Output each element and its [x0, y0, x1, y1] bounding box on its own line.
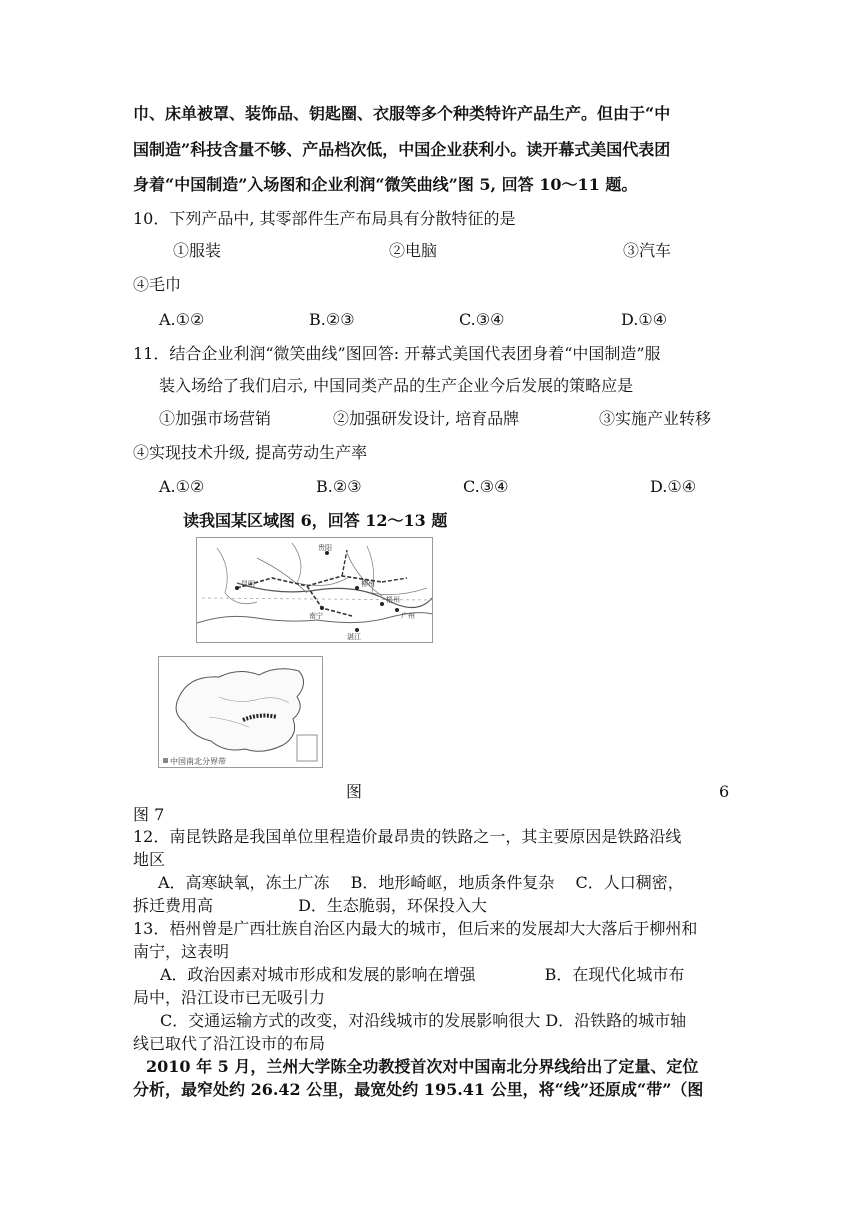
q11-option-1: ①加强市场营销	[159, 409, 272, 428]
q13-stem-line-1: 13．梧州曾是广西壮族自治区内最大的城市，但后来的发展却大大落后于柳州和	[133, 919, 698, 938]
city-guiyang: 贵阳	[318, 544, 332, 552]
q11-choice-a: A.①②	[159, 477, 205, 496]
q10-choice-a: A.①②	[159, 310, 205, 329]
regional-map	[196, 537, 433, 643]
intro-line-1: 巾、床单被罩、装饰品、钥匙圈、衣服等多个种类特许产品生产。但由于“中	[133, 104, 671, 123]
q11-option-2: ②加强研发设计, 培育品牌	[333, 409, 520, 428]
q10-choice-c: C.③④	[459, 310, 505, 329]
q13-options-line-1: A．政治因素对城市形成和发展的影响在增强 B．在现代化城市布	[160, 965, 685, 984]
city-nanning: 南宁	[309, 612, 323, 620]
q11-option-3: ③实施产业转移	[599, 409, 712, 428]
q11-stem-line-1: 11．结合企业利润“微笑曲线”图回答: 开幕式美国代表团身着“中国制造”服	[133, 344, 661, 363]
city-wuzhou: 梧州	[386, 596, 400, 604]
q12-options-line-2: 拆迁费用高 D．生态脆弱，环保投入大	[133, 896, 487, 915]
q11-option-4: ④实现技术升级, 提高劳动生产率	[133, 443, 368, 462]
q11-choice-b: B.②③	[316, 477, 362, 496]
q10-option-2: ②电脑	[389, 241, 438, 260]
map-intro: 读我国某区域图 6，回答 12～13 题	[183, 511, 448, 530]
city-zhanjiang: 湛江	[347, 633, 361, 641]
q12-options-line-1: A．高寒缺氧，冻土广冻 B．地形崎岖，地质条件复杂 C．人口稠密，	[158, 873, 684, 892]
intro-line-2: 国制造”科技含量不够、产品档次低，中国企业获利小。读开幕式美国代表团	[133, 140, 671, 159]
q13-stem-line-2: 南宁，这表明	[133, 942, 230, 961]
city-liuzhou: 柳州	[361, 580, 375, 588]
q10-choice-b: B.②③	[309, 310, 355, 329]
inset-caption: 中国南北分界带	[170, 757, 226, 766]
city-guangzhou: 广州	[401, 612, 415, 620]
final-paragraph-line-2: 分析，最窄处约 26.42 公里，最宽处约 195.41 公里，将“线”还原成“带”（图	[133, 1080, 704, 1099]
q11-choice-d: D.①④	[650, 477, 697, 496]
regional-map-drawing	[197, 538, 432, 642]
q12-stem-line-1: 12．南昆铁路是我国单位里程造价最昂贵的铁路之一，其主要原因是铁路沿线	[133, 827, 682, 846]
q13-options-line-3: C．交通运输方式的改变，对沿线城市的发展影响很大 D．沿铁路的城市轴	[160, 1011, 687, 1030]
q13-options-line-4: 线已取代了沿江设市的布局	[133, 1034, 326, 1053]
q13-options-line-2: 局中，沿江设市已无吸引力	[133, 988, 326, 1007]
q10-choice-d: D.①④	[621, 310, 668, 329]
city-kunming: 昆明	[241, 580, 255, 588]
q10-option-4: ④毛巾	[133, 275, 182, 294]
q11-choice-c: C.③④	[463, 477, 509, 496]
fig6-caption-right: 6	[719, 782, 730, 801]
q10-stem: 10．下列产品中, 其零部件生产布局具有分散特征的是	[133, 209, 516, 228]
q10-option-3: ③汽车	[623, 241, 672, 260]
fig6-caption-left: 图	[346, 782, 363, 801]
china-inset-map	[158, 656, 323, 768]
q10-option-1: ①服装	[173, 241, 222, 260]
final-paragraph-line-1: 2010 年 5 月，兰州大学陈全功教授首次对中国南北分界线给出了定量、定位	[146, 1057, 699, 1076]
china-inset-drawing	[159, 657, 322, 767]
q12-stem-line-2: 地区	[133, 850, 166, 869]
intro-line-3: 身着“中国制造”入场图和企业利润“微笑曲线”图 5, 回答 10～11 题。	[133, 175, 638, 194]
fig7-caption: 图 7	[133, 805, 165, 824]
q11-stem-line-2: 装入场给了我们启示, 中国同类产品的生产企业今后发展的策略应是	[159, 376, 634, 395]
